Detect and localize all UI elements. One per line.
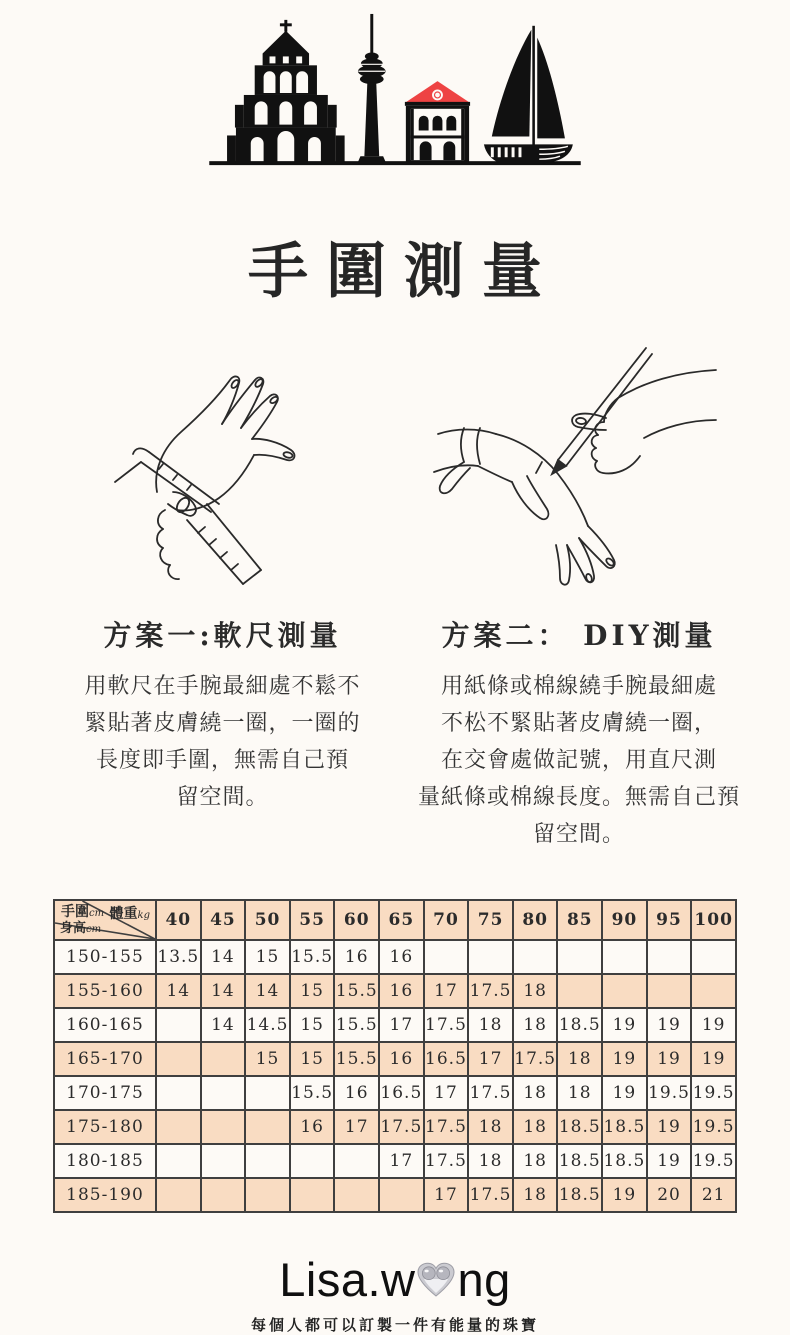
size-value-cell: 17.5 bbox=[424, 1144, 469, 1178]
size-value-cell: 17 bbox=[424, 1178, 469, 1212]
size-value-cell: 17.5 bbox=[424, 1008, 469, 1042]
corner-height-label: 身高cm bbox=[60, 921, 102, 936]
table-row bbox=[54, 1076, 736, 1110]
size-value-cell bbox=[602, 940, 647, 974]
weight-header: 50 bbox=[245, 900, 290, 940]
size-value-cell bbox=[290, 1144, 335, 1178]
weight-header: 80 bbox=[513, 900, 558, 940]
size-value-cell: 16.5 bbox=[424, 1042, 469, 1076]
table-row bbox=[54, 1008, 736, 1042]
size-value-cell: 17.5 bbox=[468, 1076, 513, 1110]
method-1-line: 長度即手圍，無需自己預 bbox=[95, 748, 349, 773]
st-pauls-ruins-icon bbox=[227, 20, 345, 163]
size-value-cell: 18 bbox=[513, 1008, 558, 1042]
size-value-cell: 16.5 bbox=[379, 1076, 424, 1110]
size-value-cell bbox=[245, 1144, 290, 1178]
table-row bbox=[54, 1042, 736, 1076]
method-2-body bbox=[393, 668, 765, 853]
size-value-cell bbox=[156, 1076, 201, 1110]
method-2-line: 在交會處做記號，用直尺測 bbox=[440, 748, 717, 773]
illustration-row bbox=[0, 342, 790, 594]
weight-header: 75 bbox=[468, 900, 513, 940]
table-header-row bbox=[54, 900, 736, 940]
size-value-cell bbox=[156, 1144, 201, 1178]
height-range-cell: 185-190 bbox=[54, 1178, 156, 1212]
size-value-cell bbox=[290, 1178, 335, 1212]
weight-header: 40 bbox=[156, 900, 201, 940]
size-value-cell bbox=[379, 1178, 424, 1212]
size-value-cell bbox=[557, 974, 602, 1008]
method-1-line: 留空間。 bbox=[176, 785, 269, 810]
size-value-cell: 15 bbox=[245, 940, 290, 974]
tape-measure-wrist-illustration bbox=[95, 342, 385, 592]
size-value-cell: 16 bbox=[334, 940, 379, 974]
size-value-cell: 18 bbox=[513, 1076, 558, 1110]
size-value-cell bbox=[557, 940, 602, 974]
height-range-cell: 175-180 bbox=[54, 1110, 156, 1144]
method-2-heading: 方案二： DIY測量 bbox=[441, 619, 717, 652]
macau-tower-icon bbox=[357, 14, 386, 163]
size-value-cell bbox=[245, 1178, 290, 1212]
logo-text-left: Lisa.w bbox=[279, 1253, 416, 1306]
size-value-cell bbox=[201, 1076, 246, 1110]
weight-header: 70 bbox=[424, 900, 469, 940]
size-value-cell: 14.5 bbox=[245, 1008, 290, 1042]
size-value-cell: 15 bbox=[290, 1008, 335, 1042]
size-table bbox=[53, 899, 737, 1213]
size-value-cell: 17 bbox=[468, 1042, 513, 1076]
size-value-cell: 18 bbox=[468, 1144, 513, 1178]
size-value-cell: 19 bbox=[602, 1178, 647, 1212]
size-value-cell bbox=[513, 940, 558, 974]
size-value-cell: 18 bbox=[468, 1008, 513, 1042]
height-range-cell: 180-185 bbox=[54, 1144, 156, 1178]
size-value-cell: 19.5 bbox=[691, 1110, 736, 1144]
method-1-body bbox=[55, 668, 390, 816]
brand-logo bbox=[279, 1253, 511, 1306]
size-value-cell bbox=[647, 940, 692, 974]
height-range-cell: 170-175 bbox=[54, 1076, 156, 1110]
size-value-cell: 17.5 bbox=[468, 1178, 513, 1212]
size-value-cell: 18.5 bbox=[602, 1110, 647, 1144]
table-row bbox=[54, 1110, 736, 1144]
size-value-cell: 17.5 bbox=[468, 974, 513, 1008]
size-value-cell: 19 bbox=[691, 1042, 736, 1076]
size-value-cell: 16 bbox=[379, 1042, 424, 1076]
size-value-cell: 14 bbox=[156, 974, 201, 1008]
size-value-cell: 19.5 bbox=[647, 1076, 692, 1110]
size-value-cell: 18.5 bbox=[602, 1144, 647, 1178]
size-value-cell bbox=[201, 1144, 246, 1178]
size-value-cell: 15.5 bbox=[334, 1008, 379, 1042]
method-1-line: 用軟尺在手腕最細處不鬆不 bbox=[84, 674, 361, 699]
method-1-heading: 方案一:軟尺測量 bbox=[103, 619, 342, 652]
pearl-heart-icon bbox=[416, 1259, 456, 1306]
size-value-cell: 19 bbox=[602, 1076, 647, 1110]
table-row bbox=[54, 1144, 736, 1178]
size-value-cell: 15.5 bbox=[290, 1076, 335, 1110]
size-value-cell bbox=[334, 1144, 379, 1178]
size-value-cell: 15 bbox=[290, 974, 335, 1008]
size-value-cell: 18.5 bbox=[557, 1008, 602, 1042]
weight-header: 55 bbox=[290, 900, 335, 940]
size-value-cell: 18 bbox=[468, 1110, 513, 1144]
method-2-line: 不松不緊貼著皮膚繞一圈， bbox=[440, 711, 717, 736]
size-value-cell: 19 bbox=[602, 1008, 647, 1042]
method-2-line: 量紙條或棉線長度。無需自己預 bbox=[417, 785, 740, 810]
size-value-cell bbox=[245, 1076, 290, 1110]
weight-header: 60 bbox=[334, 900, 379, 940]
height-range-cell: 155-160 bbox=[54, 974, 156, 1008]
size-value-cell: 17 bbox=[334, 1110, 379, 1144]
size-value-cell: 18.5 bbox=[557, 1144, 602, 1178]
size-value-cell: 15.5 bbox=[290, 940, 335, 974]
table-row bbox=[54, 974, 736, 1008]
size-value-cell: 17 bbox=[424, 974, 469, 1008]
page-title: 手圍測量 bbox=[248, 237, 560, 307]
size-value-cell bbox=[201, 1042, 246, 1076]
macau-skyline-icon bbox=[207, 10, 583, 174]
size-value-cell: 19 bbox=[647, 1042, 692, 1076]
size-value-cell: 19 bbox=[691, 1008, 736, 1042]
size-value-cell: 18 bbox=[557, 1076, 602, 1110]
size-value-cell: 14 bbox=[201, 940, 246, 974]
brand-tagline: 每個人都可以訂製一件有能量的珠寶 bbox=[250, 1316, 539, 1334]
size-value-cell bbox=[468, 940, 513, 974]
size-value-cell: 18 bbox=[513, 1110, 558, 1144]
size-value-cell: 17 bbox=[379, 1144, 424, 1178]
size-value-cell: 15.5 bbox=[334, 974, 379, 1008]
methods-section bbox=[0, 614, 790, 853]
size-value-cell bbox=[647, 974, 692, 1008]
footer bbox=[0, 1253, 790, 1335]
size-value-cell bbox=[156, 1178, 201, 1212]
weight-header: 65 bbox=[379, 900, 424, 940]
size-value-cell: 19.5 bbox=[691, 1144, 736, 1178]
size-value-cell: 15 bbox=[290, 1042, 335, 1076]
corner-weight-label: 體重kg bbox=[109, 906, 150, 922]
skyline-banner bbox=[0, 0, 790, 174]
height-range-cell: 150-155 bbox=[54, 940, 156, 974]
weight-header: 90 bbox=[602, 900, 647, 940]
size-value-cell: 16 bbox=[290, 1110, 335, 1144]
senado-building-icon bbox=[405, 81, 470, 163]
size-value-cell: 14 bbox=[245, 974, 290, 1008]
logo-text-right: ng bbox=[457, 1253, 511, 1306]
size-value-cell bbox=[691, 974, 736, 1008]
diy-strip-mark-illustration bbox=[420, 342, 720, 592]
method-2-line: 用紙條或棉線繞手腕最細處 bbox=[440, 674, 717, 699]
size-value-cell: 17 bbox=[379, 1008, 424, 1042]
size-value-cell: 18 bbox=[513, 974, 558, 1008]
junk-boat-icon bbox=[484, 26, 573, 163]
method-1-line: 緊貼著皮膚繞一圈，一圈的 bbox=[84, 711, 361, 736]
size-value-cell bbox=[602, 974, 647, 1008]
size-value-cell: 18.5 bbox=[557, 1178, 602, 1212]
size-value-cell: 16 bbox=[379, 940, 424, 974]
size-value-cell: 19 bbox=[647, 1110, 692, 1144]
size-value-cell: 16 bbox=[379, 974, 424, 1008]
weight-header: 100 bbox=[691, 900, 736, 940]
size-value-cell: 17.5 bbox=[513, 1042, 558, 1076]
table-corner-cell bbox=[54, 900, 156, 940]
size-value-cell: 18.5 bbox=[557, 1110, 602, 1144]
size-value-cell bbox=[201, 1178, 246, 1212]
size-value-cell bbox=[156, 1008, 201, 1042]
size-value-cell: 19 bbox=[647, 1008, 692, 1042]
method-2 bbox=[393, 614, 765, 853]
size-value-cell: 15 bbox=[245, 1042, 290, 1076]
table-row bbox=[54, 1178, 736, 1212]
method-2-line: 留空間。 bbox=[532, 822, 625, 847]
size-value-cell bbox=[245, 1110, 290, 1144]
size-value-cell: 14 bbox=[201, 1008, 246, 1042]
corner-wrist-label: 手圍cm bbox=[61, 904, 105, 920]
size-value-cell bbox=[156, 1042, 201, 1076]
size-value-cell: 18 bbox=[513, 1144, 558, 1178]
size-value-cell: 16 bbox=[334, 1076, 379, 1110]
size-value-cell: 19.5 bbox=[691, 1076, 736, 1110]
size-value-cell: 15.5 bbox=[334, 1042, 379, 1076]
size-value-cell bbox=[201, 1110, 246, 1144]
size-value-cell: 19 bbox=[602, 1042, 647, 1076]
height-range-cell: 160-165 bbox=[54, 1008, 156, 1042]
size-value-cell: 14 bbox=[201, 974, 246, 1008]
size-value-cell bbox=[691, 940, 736, 974]
table-row bbox=[54, 940, 736, 974]
size-value-cell: 13.5 bbox=[156, 940, 201, 974]
size-value-cell bbox=[424, 940, 469, 974]
weight-header: 45 bbox=[201, 900, 246, 940]
size-value-cell: 20 bbox=[647, 1178, 692, 1212]
size-table-body bbox=[54, 940, 736, 1212]
size-value-cell: 18 bbox=[557, 1042, 602, 1076]
size-value-cell: 21 bbox=[691, 1178, 736, 1212]
weight-header: 85 bbox=[557, 900, 602, 940]
size-value-cell: 17.5 bbox=[379, 1110, 424, 1144]
size-value-cell bbox=[334, 1178, 379, 1212]
size-value-cell: 17.5 bbox=[424, 1110, 469, 1144]
size-value-cell: 17 bbox=[424, 1076, 469, 1110]
size-value-cell: 18 bbox=[513, 1178, 558, 1212]
height-range-cell: 165-170 bbox=[54, 1042, 156, 1076]
weight-header: 95 bbox=[647, 900, 692, 940]
method-1 bbox=[55, 614, 390, 853]
size-value-cell: 19 bbox=[647, 1144, 692, 1178]
size-value-cell bbox=[156, 1110, 201, 1144]
